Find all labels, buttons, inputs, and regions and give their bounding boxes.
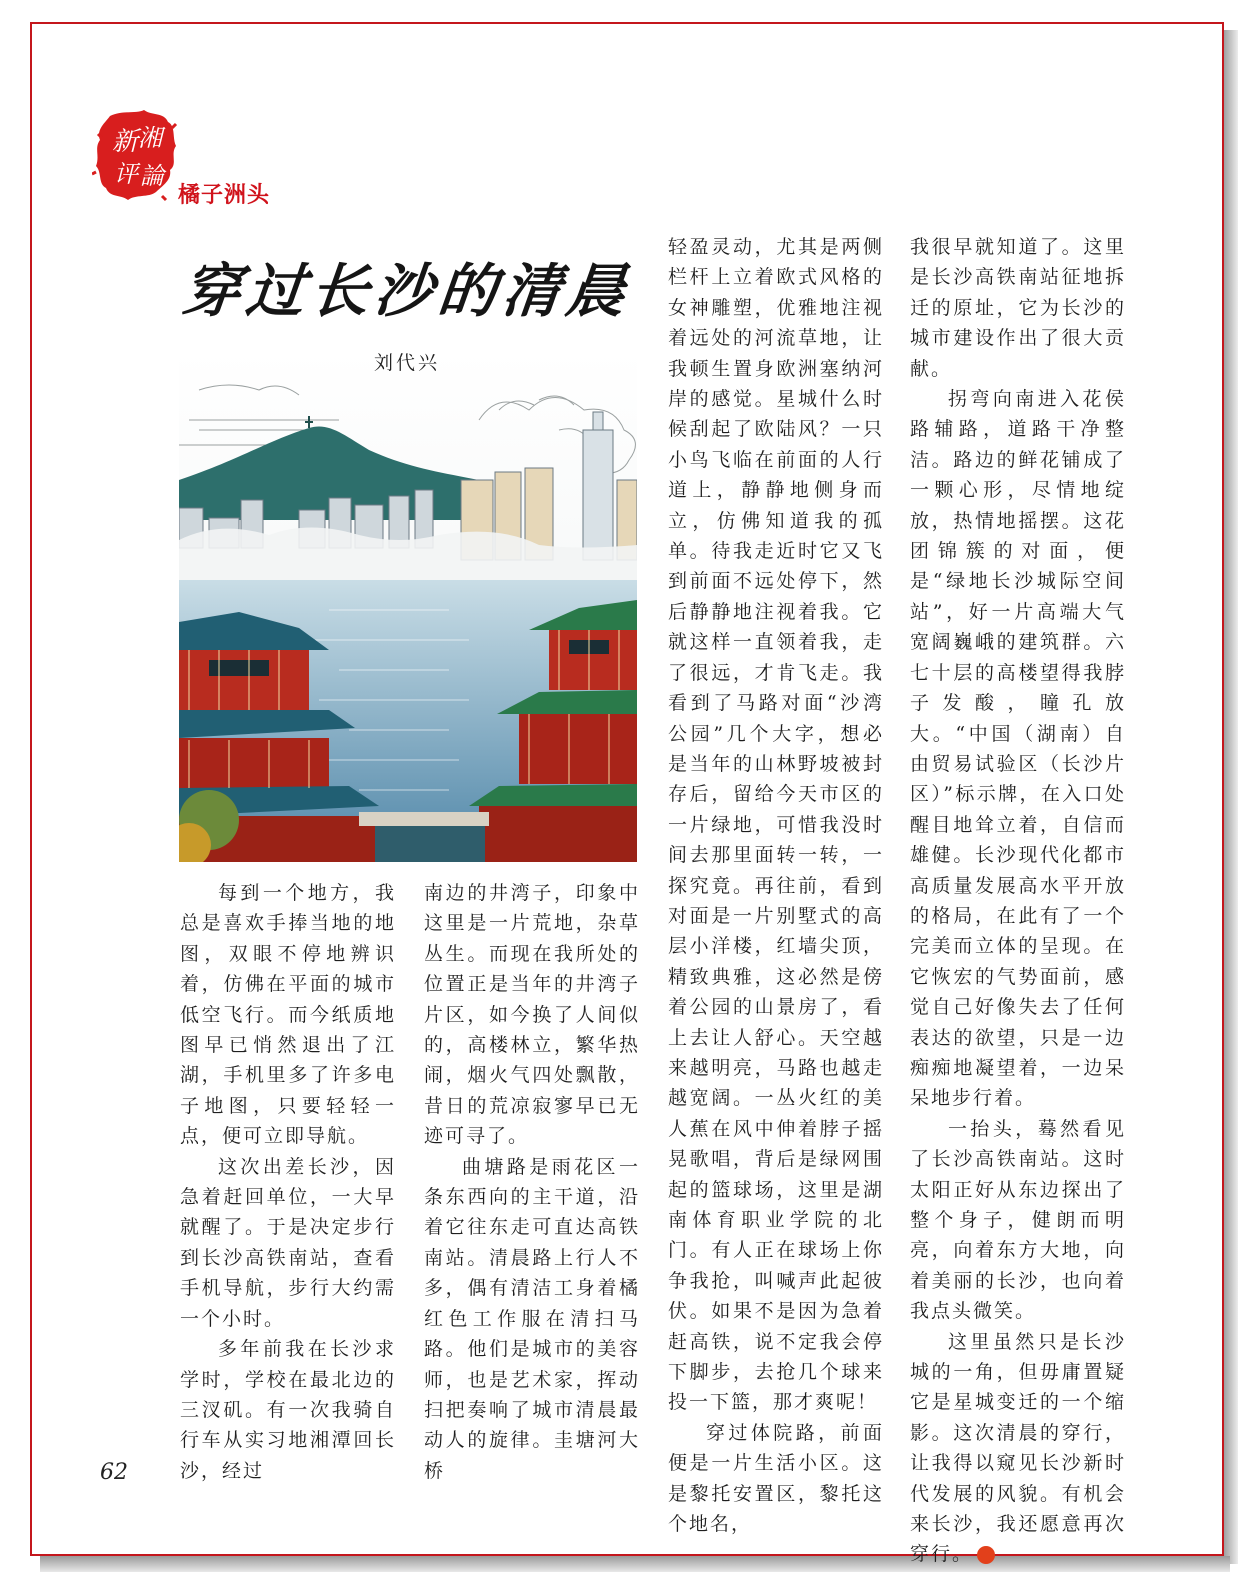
svg-text:评: 评 [114, 160, 138, 188]
illustration-image [179, 350, 637, 862]
paragraph: 一抬头，蓦然看见了长沙高铁南站。这时太阳正好从东边探出了整个身子，健朗而明亮，向着东方大地，向着美丽的长沙，也向着我点头微笑。 [910, 1117, 1126, 1323]
text-column-1 [180, 878, 396, 1486]
paragraph-last-text: 这里虽然只是长沙城的一角，但毋庸置疑它是星城变迁的一个缩影。这次清晨的穿行，让我得以窥见长沙新时代发展的风貌。有机会来长沙，我还愿意再次穿行。 [910, 1330, 1126, 1566]
end-mark-icon [977, 1546, 995, 1564]
page-number: 62 [100, 1460, 128, 1485]
article-author: 刘代兴 [373, 352, 440, 374]
paragraph: 这次出差长沙，因急着赶回单位，一大早就醒了。于是决定步行到长沙高铁南站，查看手机导航，步行大约需一个小时。 [180, 1155, 396, 1330]
paragraph: 多年前我在长沙求学时，学校在最北边的三汊矶。有一次我骑自行车从实习地湘潭回长沙，经过 [180, 1338, 396, 1482]
article-title: 穿过长沙的清晨 [178, 257, 635, 325]
text-column-3 [668, 232, 884, 1539]
magazine-logo-icon [92, 108, 178, 202]
paragraph: 曲塘路是雨花区一条东西向的主干道，沿着它往东走可直达高铁南站。清晨路上行人不多，偶有清洁工身着橘红色工作服在清扫马路。他们是城市的美容师，也是艺术家，挥动扫把奏响了城市清晨最动人的旋律。圭塘河大桥 [424, 1155, 640, 1482]
paragraph: 每到一个地方，我总是喜欢手捧当地的地图，双眼不停地辨识着，仿佛在平面的城市低空飞行。而今纸质地图早已悄然退出了江湖，手机里多了许多电子地图，只要轻轻一点，便可立即导航。 [180, 882, 396, 1148]
svg-text:新: 新 [112, 127, 139, 157]
text-column-4 [910, 232, 1126, 1570]
paragraph-last [910, 1327, 1126, 1570]
paragraph: 拐弯向南进入花侯路辅路，道路干净整洁。路边的鲜花铺成了一颗心形，尽情地绽放，热情地摇摆。这花团锦簇的对面，便是“绿地长沙城际空间站”，好一片高端大气宽阔巍峨的建筑群。六七十层的高楼望得我脖子发酸，瞳孔放大。“中国（湖南）自由贸易试验区（长沙片区）”标示牌，在入口处醒目地耸立着，自信而雄健。长沙现代化都市高质量发展高水平开放的格局，在此有了一个完美而立体的呈现。在它恢宏的气势面前，感觉自己好像失去了任何表达的欲望，只是一边痴痴地凝望着，一边呆呆地步行着。 [910, 388, 1126, 1110]
text-column-2 [424, 878, 640, 1486]
svg-text:論: 論 [140, 162, 164, 190]
svg-text:湘: 湘 [138, 124, 162, 152]
section-title: 橘子洲头 [178, 183, 271, 208]
page-shadow-right [1224, 30, 1238, 1564]
paragraph: 我很早就知道了。这里是长沙高铁南站征地拆迁的原址，它为长沙的城市建设作出了很大贡献。 [910, 236, 1126, 380]
paragraph: 南边的井湾子，印象中这里是一片荒地，杂草丛生。而现在我所处的位置正是当年的井湾子片区，如今换了人间似的，高楼林立，繁华热闹，烟火气四处飘散，昔日的荒凉寂寥早已无迹可寻了。 [424, 882, 640, 1148]
paragraph: 穿过体院路，前面便是一片生活小区。这是黎托安置区，黎托这个地名， [668, 1421, 884, 1536]
paragraph: 轻盈灵动，尤其是两侧栏杆上立着欧式风格的女神雕塑，优雅地注视着远处的河流草地，让我顿生置身欧洲塞纳河岸的感觉。星城什么时候刮起了欧陆风？一只小鸟飞临在前面的人行道上，静静地侧身而立，仿佛知道我的孤单。待我走近时它又飞到前面不远处停下，然后静静地注视着我。它就这样一直领着我，走了很远，才肯飞走。我看到了马路对面“沙湾公园”几个大字，想必是当年的山林野坡被封存后，留给今天市区的一片绿地，可惜我没时间去那里面转一转，一探究竟。再往前，看到对面是一片别墅式的高层小洋楼，红墙尖顶，精致典雅，这必然是傍着公园的山景房了，看上去让人舒心。天空越来越明亮，马路也越走越宽阔。一丛火红的美人蕉在风中伸着脖子摇晃歌唱，背后是绿网围起的篮球场，这里是湖南体育职业学院的北门。有人正在球场上你争我抢，叫喊声此起彼伏。如果不是因为急着赶高铁，说不定我会停下脚步，去抢几个球来投一下篮，那才爽呢！ [668, 236, 884, 1414]
